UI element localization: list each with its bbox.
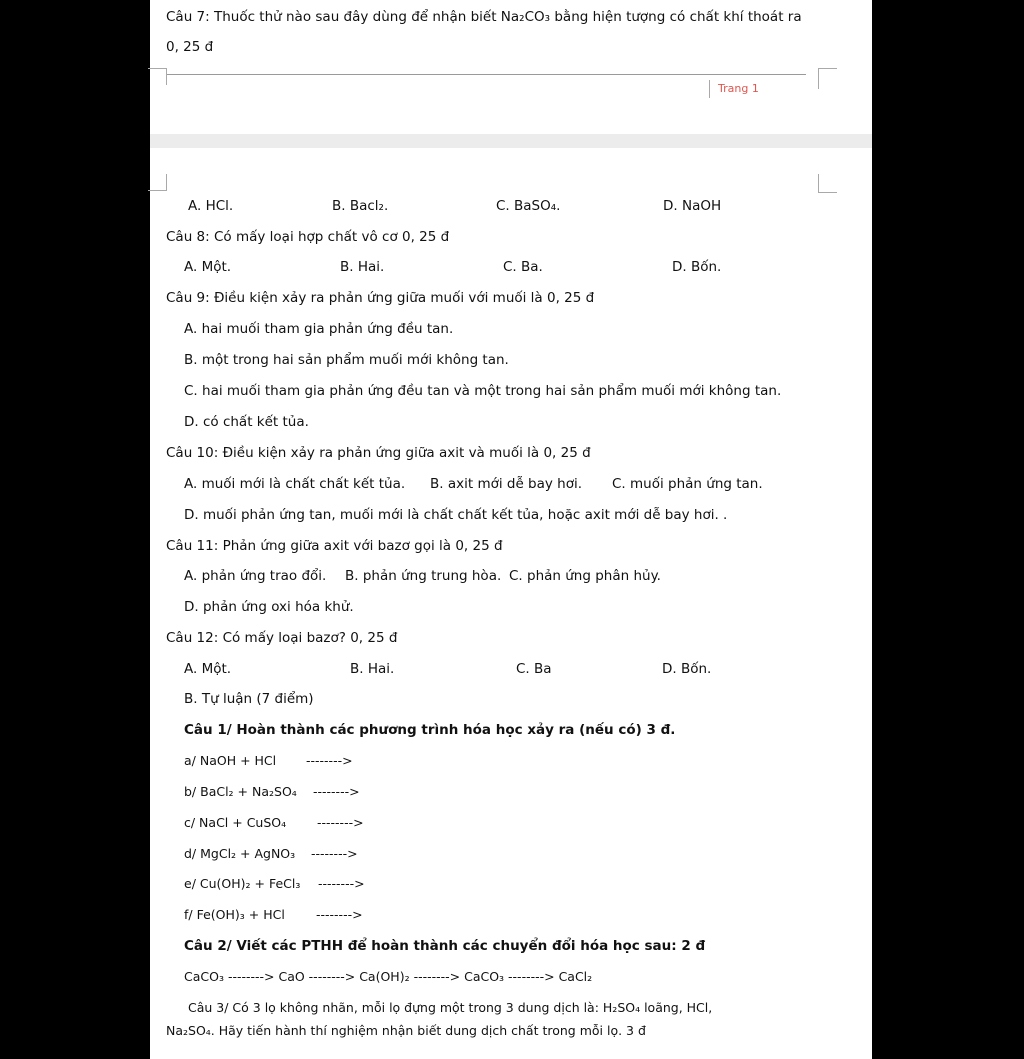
corner-mark xyxy=(148,68,167,85)
q9-option-c: C. hai muối tham gia phản ứng đều tan và một trong hai sản phẩm muối mới không tan. xyxy=(184,383,782,399)
corner-mark xyxy=(818,174,837,193)
q12-stem: Câu 12: Có mấy loại bazơ? 0, 25 đ xyxy=(166,630,398,646)
q12-option-b: B. Hai. xyxy=(350,661,395,677)
equation-b: b/ BaCl₂ + Na₂SO₄ xyxy=(184,784,297,799)
q12-option-c: C. Ba xyxy=(516,661,552,677)
equation-b-arrow: --------> xyxy=(313,784,360,799)
page-number: Trang 1 xyxy=(718,82,759,95)
essay-q2-title: Câu 2/ Viết các PTHH để hoàn thành các chuyển đổi hóa học sau: 2 đ xyxy=(184,938,706,954)
q9-stem: Câu 9: Điều kiện xảy ra phản ứng giữa muối với muối là 0, 25 đ xyxy=(166,290,595,306)
q10-option-c: C. muối phản ứng tan. xyxy=(612,476,763,492)
essay-q3-line1: Câu 3/ Có 3 lọ không nhãn, mỗi lọ đựng một trong 3 dung dịch là: H₂SO₄ loãng, HCl, xyxy=(188,1000,713,1015)
page-gap xyxy=(150,134,872,148)
q7-option-b: B. Bacl₂. xyxy=(332,198,389,214)
q10-stem: Câu 10: Điều kiện xảy ra phản ứng giữa axit và muối là 0, 25 đ xyxy=(166,445,591,461)
q11-option-d: D. phản ứng oxi hóa khử. xyxy=(184,599,354,615)
q7-option-c: C. BaSO₄. xyxy=(496,198,561,214)
q9-option-a: A. hai muối tham gia phản ứng đều tan. xyxy=(184,321,454,337)
q7-option-a: A. HCl. xyxy=(188,198,234,214)
q7-points: 0, 25 đ xyxy=(166,39,214,55)
q9-option-d: D. có chất kết tủa. xyxy=(184,414,309,430)
equation-d: d/ MgCl₂ + AgNO₃ xyxy=(184,846,296,861)
q8-option-d: D. Bốn. xyxy=(672,259,722,275)
q8-option-b: B. Hai. xyxy=(340,259,385,275)
q7-stem: Câu 7: Thuốc thử nào sau đây dùng để nhận biết Na₂CO₃ bằng hiện tượng có chất khí thoát ra xyxy=(166,9,802,25)
equation-c: c/ NaCl + CuSO₄ xyxy=(184,815,287,830)
equation-f-arrow: --------> xyxy=(316,907,363,922)
q11-stem: Câu 11: Phản ứng giữa axit với bazơ gọi là 0, 25 đ xyxy=(166,538,503,554)
footer-divider xyxy=(709,80,711,98)
essay-q2-chain: CaCO₃ --------> CaO --------> Ca(OH)₂ --------> CaCO₃ --------> CaCl₂ xyxy=(184,969,593,984)
q10-option-a: A. muối mới là chất chất kết tủa. xyxy=(184,476,406,492)
q11-option-a: A. phản ứng trao đổi. xyxy=(184,568,327,584)
equation-e: e/ Cu(OH)₂ + FeCl₃ xyxy=(184,876,301,891)
q8-option-a: A. Một. xyxy=(184,259,232,275)
q10-option-d: D. muối phản ứng tan, muối mới là chất chất kết tủa, hoặc axit mới dễ bay hơi. . xyxy=(184,507,728,523)
essay-q1-title: Câu 1/ Hoàn thành các phương trình hóa học xảy ra (nếu có) 3 đ. xyxy=(184,722,676,738)
equation-d-arrow: --------> xyxy=(311,846,358,861)
q9-option-b: B. một trong hai sản phẩm muối mới không tan. xyxy=(184,352,509,368)
q12-option-a: A. Một. xyxy=(184,661,232,677)
corner-mark xyxy=(818,68,837,89)
equation-c-arrow: --------> xyxy=(317,815,364,830)
equation-a: a/ NaOH + HCl xyxy=(184,753,277,768)
q10-option-b: B. axit mới dễ bay hơi. xyxy=(430,476,583,492)
corner-mark xyxy=(148,174,167,191)
essay-q3-line2: Na₂SO₄. Hãy tiến hành thí nghiệm nhận biết dung dịch chất trong mỗi lọ. 3 đ xyxy=(166,1023,646,1038)
equation-e-arrow: --------> xyxy=(318,876,365,891)
q12-option-d: D. Bốn. xyxy=(662,661,712,677)
part-b-title: B. Tự luận (7 điểm) xyxy=(184,691,314,707)
q7-option-d: D. NaOH xyxy=(663,198,722,214)
q11-option-b: B. phản ứng trung hòa. xyxy=(345,568,502,584)
footer-rule xyxy=(166,74,806,75)
q8-stem: Câu 8: Có mấy loại hợp chất vô cơ 0, 25 đ xyxy=(166,229,450,245)
q8-option-c: C. Ba. xyxy=(503,259,543,275)
q11-option-c: C. phản ứng phân hủy. xyxy=(509,568,661,584)
equation-a-arrow: --------> xyxy=(306,753,353,768)
equation-f: f/ Fe(OH)₃ + HCl xyxy=(184,907,285,922)
